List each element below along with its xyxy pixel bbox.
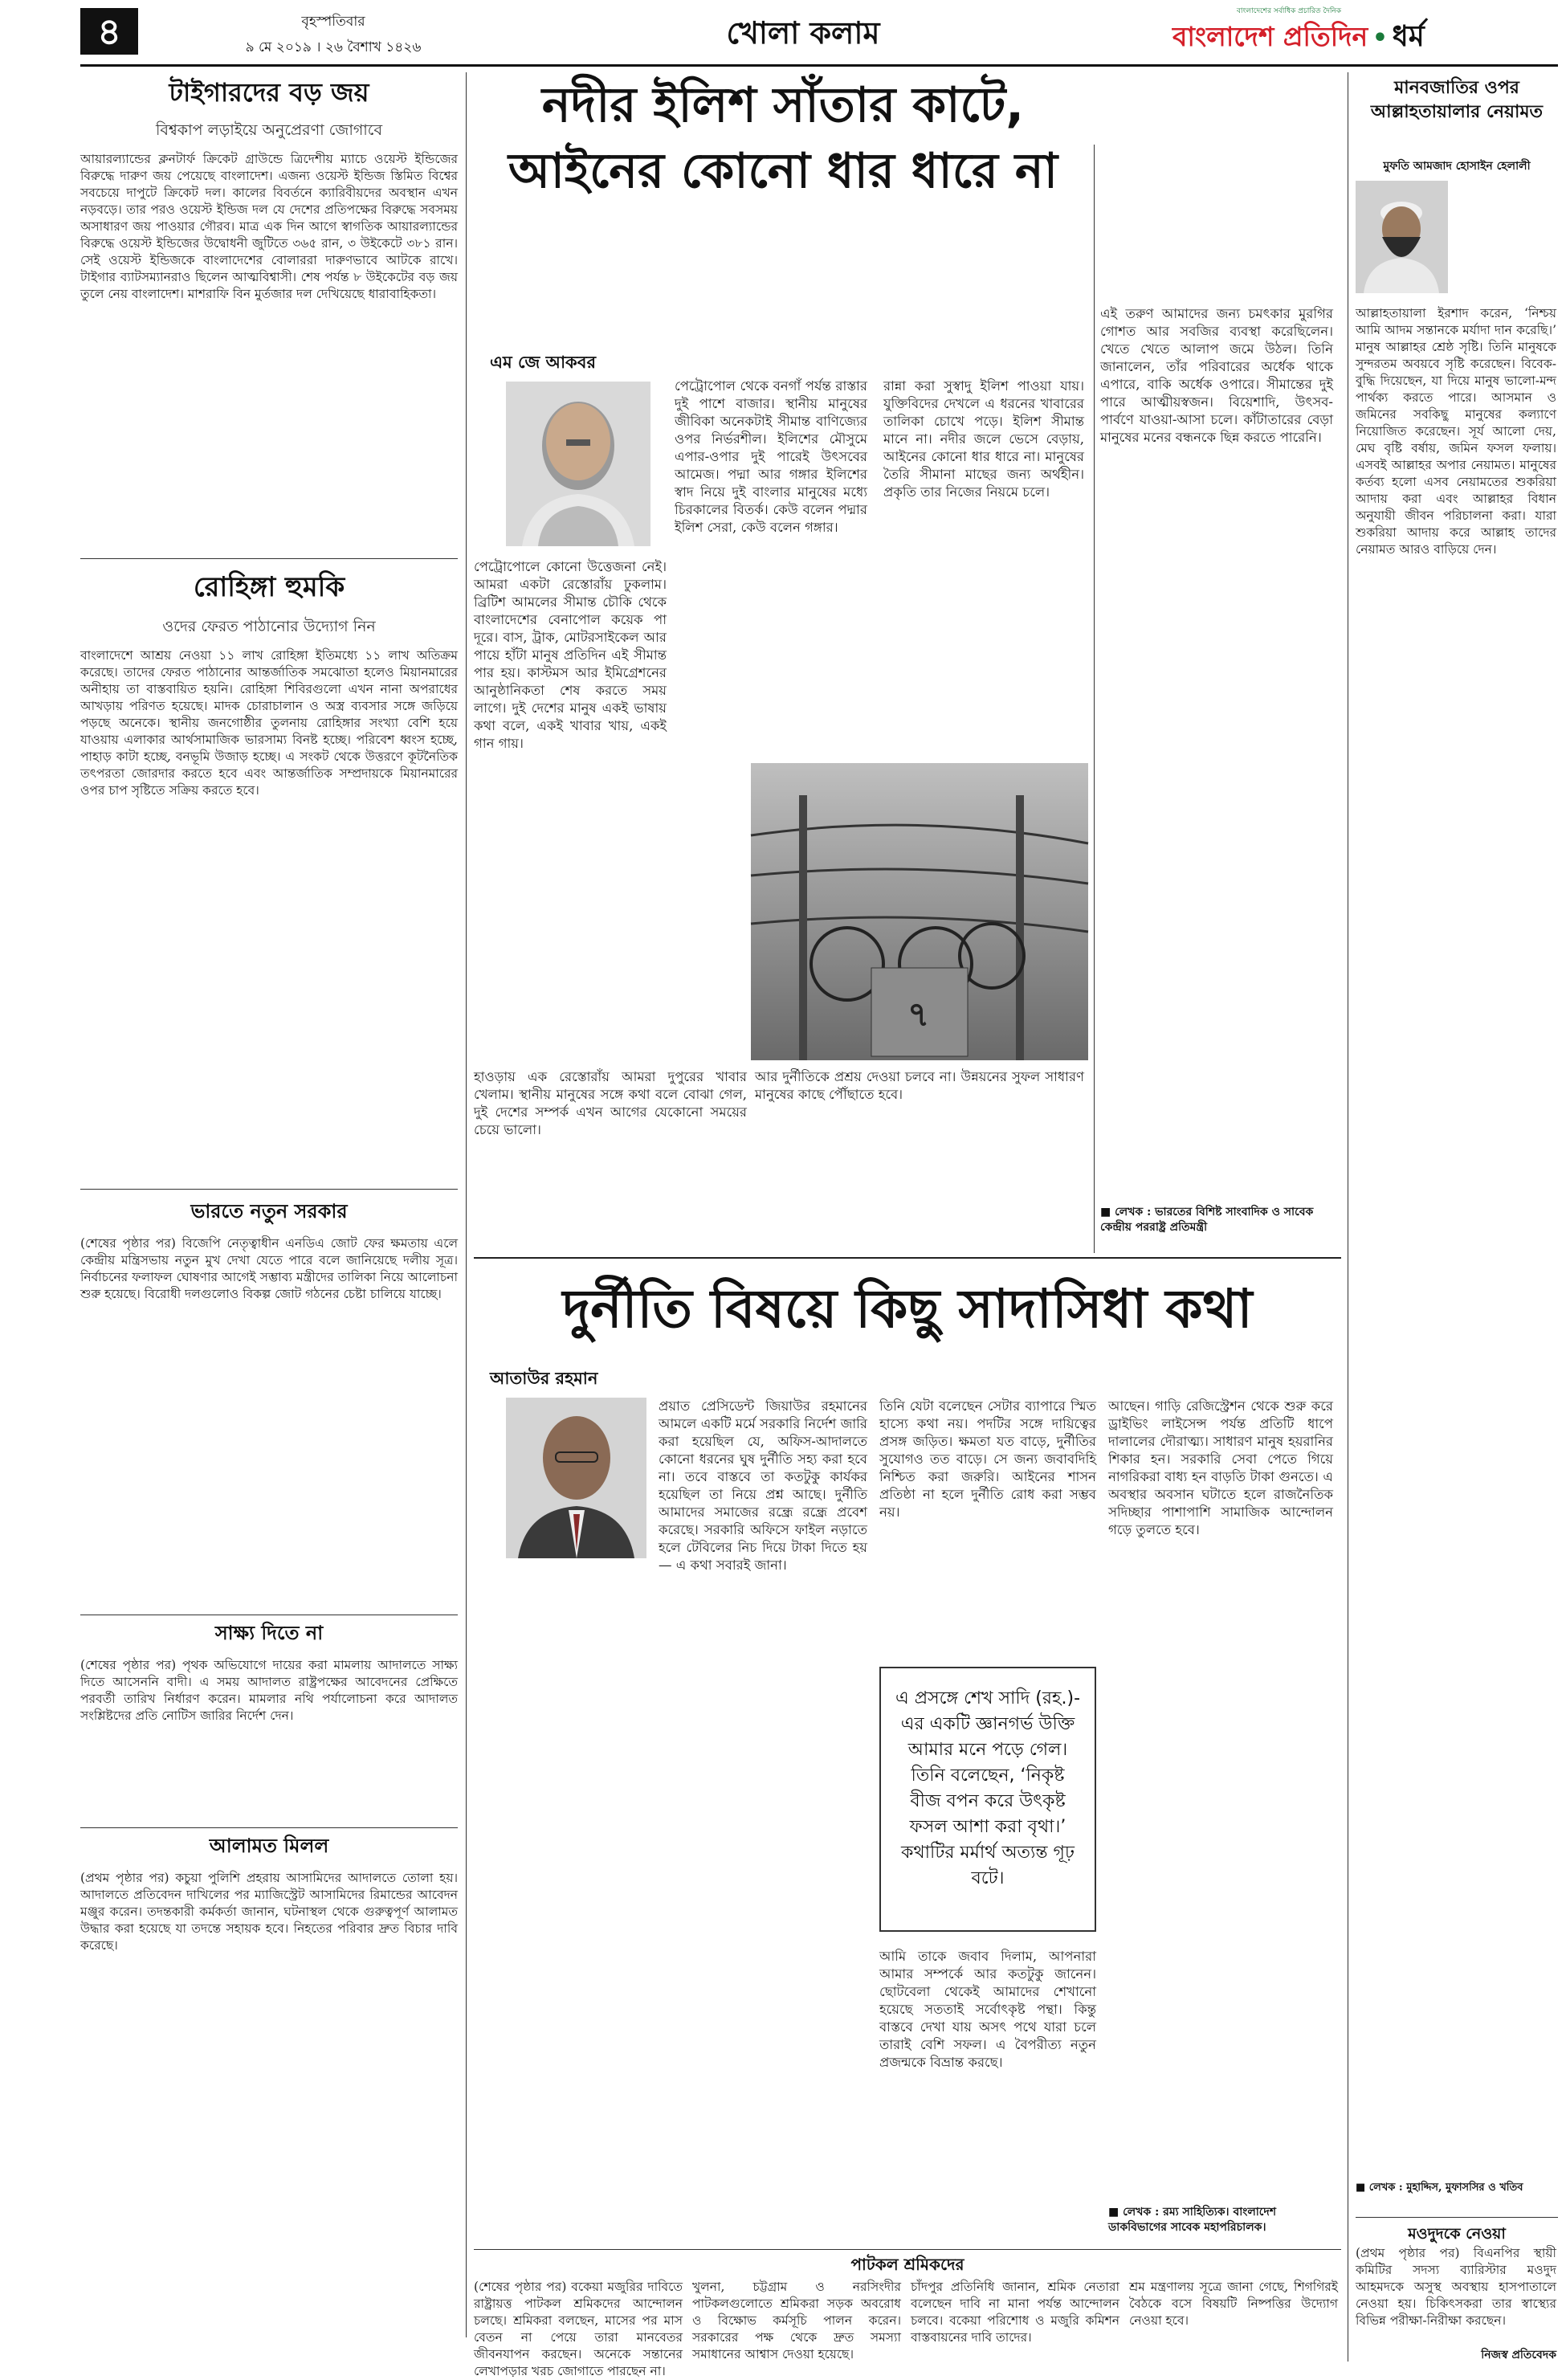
hilsa-footnote: ■ লেখক : ভারতের বিশিষ্ট সাংবাদিক ও সাবেক কেন্দ্রীয় পররাষ্ট্র প্রতিমন্ত্রী [1100,1206,1314,1234]
hilsa-article-cont [1100,305,1341,1253]
tigers-story [80,72,458,545]
religion-title: মানবজাতির ওপর আল্লাহতায়ালার নেয়ামত [1370,78,1544,122]
india-govt-story [80,1197,458,1613]
right-column [1356,76,1558,2366]
brand-name: বাংলাদেশ প্রতিদিন [1172,21,1368,52]
corruption-col1b [474,1574,650,2233]
corruption-article [474,1265,1341,2245]
story-title: সাক্ষ্য দিতে না [214,1622,324,1644]
right-bottom-body: (প্রথম পৃষ্ঠার পর) বিএনপির স্থায়ী কমিটির সদস্য ব্যারিস্টার মওদুদ আহমদকে অসুস্থ অবস্থায় হাসপাতালে নেওয়া হয়। চিকিৎসকরা তার স্বাস্থ্যের বিভিন্ন পরীক্ষা-নিরীক্ষা করছেন। [1356,2246,1556,2328]
story-body: (শেষের পৃষ্ঠার পর) বিজেপি নেতৃত্বাধীন এনডিএ জোট ফের ক্ষমতায় এলে কেন্দ্রীয় মন্ত্রিসভায় নতুন মুখ দেখা যেতে পারে বলে জানিয়েছে দলীয় সূত্র। নির্বাচনের ফলাফল ঘোষণার আগেই সম্ভাব্য মন্ত্রীদের তালিকা নিয়ে আলোচনা শুরু হয়েছে। বিরোধী দলগুলোও বিকল্প জোট গঠনের চেষ্টা চালিয়ে যাচ্ছে। [80,1236,458,1301]
right-bottom-title: মওদুদকে নেওয়া [1408,2225,1506,2243]
hilsa-col3: রান্না করা সুস্বাদু ইলিশ পাওয়া যায়। যুক্তিবিদের দেখলে এ ধরনের খাবারের তালিকা চোখে পড়ে। ইলিশ সীমান্ত মানে না। নদীর জলে ভেসে বেড়ায়, আইনের কোনো ধার ধারে না। মানুষের তৈরি সীমানা মাছের জন্য অর্থহীন। প্রকৃতি তার নিজের নিয়মে চলে। [883,378,1084,500]
corruption-col3: আমি তাকে জবাব দিলাম, আপনারা আমার সম্পর্কে আর কতটুকু জানেন। ছোটবেলা থেকেই আমাদের শেখানো হয়েছে সততাই সর্বোৎকৃষ্ট পন্থা। কিন্তু বাস্তবে দেখা যায় অসৎ পথে যারা চলে তারাই বেশি সফল। এ বৈপরীত্য নতুন প্রজন্মকে বিভ্রান্ত করছে। [879,1949,1096,2070]
masthead-rule [80,64,1558,67]
corruption-footnote: ■ লেখক : রম্য সাহিত্যিক। বাংলাদেশ ডাকবিভাগের সাবেক মহাপরিচালক। [1108,2206,1277,2234]
strip-col4: শ্রম মন্ত্রণালয় সূত্রে জানা গেছে, শিগগিরই বৈঠকে বসে বিষয়টি নিষ্পত্তির উদ্যোগ নেওয়া হবে। [1129,2280,1338,2328]
corruption-col2: তিনি যেটা বলেছেন সেটার ব্যাপারে স্মিত হাস্যে কথা নয়। পদটির সঙ্গে দায়িত্বের প্রসঙ্গ জড়িত। ক্ষমতা যত বাড়ে, দুর্নীতির সুযোগও তত বাড়ে। সে জন্য জবাবদিহি নিশ্চিত করা জরুরি। আইনের শাসন প্রতিষ্ঠা না হলে দুর্নীতি রোধ করা সম্ভব নয়। [879,1398,1096,1520]
story-subtitle: ওদের ফেরত পাঠানোর উদ্যোগ নিন [162,618,376,635]
rohingya-story [80,566,458,1194]
author-photo [506,1398,646,1558]
strip-title: পাটকল শ্রমিকদের [850,2255,964,2274]
religion-footnote: ■ লেখক : মুহাদ্দিস, মুফাসসির ও খতিব [1356,2182,1523,2194]
section-title: খোলা কলাম [726,15,880,51]
hilsa-col2: পেট্রোপোল থেকে বনগাঁ পর্যন্ত রাস্তার দুই পাশে বাজার। স্থানীয় মানুষের জীবিকা অনেকটাই সীমান্ত বাণিজ্যের ওপর নির্ভরশীল। ইলিশের মৌসুমে এপার-ওপার দুই পারেই উৎসবের আমেজ। পদ্মা আর গঙ্গার ইলিশের স্বাদ নিয়ে দুই বাংলার মানুষের মধ্যে চিরকালের বিতর্ক। কেউ বলেন পদ্মার ইলিশ সেরা, কেউ বলেন গঙ্গার। [675,378,867,535]
story-title: রোহিঙ্গা হুমকি [193,571,345,603]
photo-sign: ৭ [907,994,930,1034]
day-label: বৃহস্পতিবার [301,14,365,30]
story-title: ভারতে নতুন সরকার [190,1200,348,1223]
pullquote-text: এ প্রসঙ্গে শেখ সাদি (রহ.)-এর একটি জ্ঞানগর্ভ উক্তি আমার মনে পড়ে গেল। তিনি বলেছেন, ‘নিকৃষ্ট বীজ বপন করে উৎকৃষ্ট ফসল আশা করা বৃথা।’ কথাটির মর্মার্থ অত্যন্ত গূঢ় বটে। [895,1688,1081,1888]
border-fence-photo [751,763,1088,1060]
left-column-rule [466,72,467,2337]
evidence-story [80,1831,458,2320]
religion-body-top [1456,181,1556,293]
corruption-col4: আছেন। গাড়ি রেজিস্ট্রেশন থেকে শুরু করে ড্রাইভিং লাইসেন্স পর্যন্ত প্রতিটি ধাপে দালালের দৌরাত্ম্য। সাধারণ মানুষ হয়রানির শিকার হন। সরকারি সেবা পেতে গিয়ে নাগরিকরা বাধ্য হন বাড়তি টাকা গুনতে। এ অবস্থার অবসান ঘটাতে হলে রাজনৈতিক সদিচ্ছার পাশাপাশি সামাজিক আন্দোলন গড়ে তুলতে হবে। [1108,1398,1333,1537]
author-photo [506,382,650,546]
date-label: ৯ মে ২০১৯ । ২৬ বৈশাখ ১৪২৬ [245,39,422,55]
story-body: (শেষের পৃষ্ঠার পর) পৃথক অভিযোগে দায়ের করা মামলায় আদালতে সাক্ষ্য দিতে আসেননি বাদী। এ সময় আদালত রাষ্ট্রপক্ষের আবেদনের প্রেক্ষিতে পরবর্তী তারিখ নির্ধারণ করেন। মামলার নথি পর্যালোচনা করে আদালত সংশ্লিষ্টদের প্রতি নোটিস জারির নির্দেশ দেন। [80,1658,458,1723]
strip-col1: (শেষের পৃষ্ঠার পর) বকেয়া মজুরির দাবিতে রাষ্ট্রায়ত্ত পাটকল শ্রমিকদের আন্দোলন চলছে। শ্রমিকরা বলছেন, মাসের পর মাস বেতন না পেয়ে তারা মানবেতর জীবনযাপন করছেন। অনেকে সন্তানের লেখাপড়ার খরচ জোগাতে পারছেন না। [474,2280,683,2378]
left-column [80,72,458,2337]
masthead [0,0,1566,66]
story-body: বাংলাদেশে আশ্রয় নেওয়া ১১ লাখ রোহিঙ্গা ইতিমধ্যে ১১ লাখ অতিক্রম করেছে। তাদের ফেরত পাঠানোর আন্তর্জাতিক সমঝোতা হলেও মিয়ানমারের অনীহায় তা বাস্তবায়িত হয়নি। রোহিঙ্গা শিবিরগুলো এখন নানা অপরাধের আখড়ায় পরিণত হয়েছে। মাদক চোরাচালান ও অস্ত্র ব্যবসার সঙ্গে জড়িয়ে পড়ছে অনেকে। স্থানীয় জনগোষ্ঠীর তুলনায় রোহিঙ্গার সংখ্যা বেশি হয়ে যাওয়ায় এলাকার আর্থসামাজিক ভারসাম্য বিনষ্ট হচ্ছে। পরিবেশ ধ্বংস হচ্ছে, পাহাড় কাটা হচ্ছে, বনভূমি উজাড় হচ্ছে। এ সংকট থেকে উত্তরণে কূটনৈতিক তৎপরতা জোরদার করতে হবে এবং আন্তর্জাতিক সম্প্রদায়কে মিয়ানমারের ওপর চাপ সৃষ্টিতে সক্রিয় করতে হবে। [80,648,458,798]
brand-section: ধর্ম [1392,20,1425,53]
strip-col2: খুলনা, চট্টগ্রাম ও নরসিংদীর পাটকলগুলোতে শ্রমিকরা সড়ক অবরোধ ও বিক্ষোভ কর্মসূচি পালন করেন। সরকারের পক্ষ থেকে দ্রুত সমস্যা সমাধানের আশ্বাস দেওয়া হয়েছে। [692,2280,901,2362]
hilsa-col6: আর দুর্নীতিকে প্রশ্রয় দেওয়া চলবে না। উন্নয়নের সুফল সাধারণ মানুষের কাছে পৌঁছাতে হবে। [755,1069,1084,1102]
testimony-story [80,1619,458,1834]
story-divider [80,558,458,559]
page-number: ৪ [97,10,121,53]
hilsa-col1: পেট্রোপোলে কোনো উত্তেজনা নেই। আমরা একটা রেস্তোরাঁয় ঢুকলাম। ব্রিটিশ আমলের সীমান্ত চৌকি থেকে বাংলাদেশের বেনাপোল কয়েক পা দূরে। বাস, ট্রাক, মোটরসাইকেল আর পায়ে হাঁটা মানুষ প্রতিদিন এই সীমান্ত পার হয়। কাস্টমস আর ইমিগ্রেশনের আনুষ্ঠানিকতা শেষ করতে সময় লাগে। দুই দেশের মানুষ একই ভাষায় কথা বলে, একই খাবার খায়, একই গান গায়। [474,559,667,751]
right-bottom-sign: নিজস্ব প্রতিবেদক [1481,2349,1556,2362]
hilsa-headline: নদীর ইলিশ সাঁতার কাটে, আইনের কোনো ধার ধারে না [508,77,1058,199]
author-photo [1356,181,1448,293]
brand-logo [1172,14,1558,59]
right-divider [1356,2217,1558,2218]
hilsa-col4: এই তরুণ আমাদের জন্য চমৎকার মুরগির গোশত আর সবজির ব্যবস্থা করেছিলেন। খেতে খেতে আলাপ জমে উঠল। তিনি জানালেন, তাঁর পরিবারের অর্ধেক থাকে এপারে, বাকি অর্ধেক ওপারে। সীমান্তের দুই পারে আত্মীয়স্বজন। বিয়েশাদি, উৎসব-পার্বণে যাওয়া-আসা চলে। কাঁটাতারের বেড়া মানুষের মনের বন্ধনকে ছিন্ন করতে পারেনি। [1100,306,1333,445]
corruption-headline: দুর্নীতি বিষয়ে কিছু সাদাসিধা কথা [562,1278,1253,1340]
strip-col3: চাঁদপুর প্রতিনিধি জানান, শ্রমিক নেতারা বলেছেন দাবি না মানা পর্যন্ত আন্দোলন চলবে। বকেয়া পরিশোধ ও মজুরি কমিশন বাস্তবায়নের দাবি তাদের। [911,2280,1119,2345]
story-divider [80,1827,458,1828]
story-divider [80,1189,458,1190]
religion-body: আল্লাহতায়ালা ইরশাদ করেন, ‘নিশ্চয় আমি আদম সন্তানকে মর্যাদা দান করেছি।’ মানুষ আল্লাহর শ্রেষ্ঠ সৃষ্টি। তিনি মানুষকে সুন্দরতম অবয়বে সৃষ্টি করেছেন। বিবেক-বুদ্ধি দিয়েছেন, যা দিয়ে মানুষ ভালো-মন্দ পার্থক্য করতে পারে। আসমান ও জমিনের সবকিছু মানুষের কল্যাণে নিয়োজিত করেছেন। সূর্য আলো দেয়, মেঘ বৃষ্টি বর্ষায়, জমিন ফসল ফলায়। এসবই আল্লাহর অপার নেয়ামত। মানুষের কর্তব্য হলো এসব নেয়ামতের শুকরিয়া আদায় করা এবং আল্লাহর বিধান অনুযায়ী জীবন পরিচালনা করা। যারা শুকরিয়া আদায় করে আল্লাহ তাদের নেয়ামত আরও বাড়িয়ে দেন। [1356,306,1556,557]
hilsa-author: এম জে আকবর [490,352,596,372]
brand-bullet: • [1372,24,1388,52]
story-title: টাইগারদের বড় জয় [169,77,369,108]
corruption-col1: প্রয়াত প্রেসিডেন্ট জিয়াউর রহমানের আমলে একটি মর্মে সরকারি নির্দেশ জারি করা হয়েছিল যে, অফিস-আদালতে কোনো ধরনের ঘুষ দুর্নীতি সহ্য করা হবে না। তবে বাস্তবে তা কতটুকু কার্যকর হয়েছিল তা নিয়ে প্রশ্ন আছে। দুর্নীতি আমাদের সমাজের রন্ধ্রে রন্ধ্রে প্রবেশ করেছে। সরকারি অফিসে ফাইল নড়াতে হলে টেবিলের নিচ দিয়ে টাকা দিতে হয় — এ কথা সবারই জানা। [659,1398,867,1573]
story-body: (প্রথম পৃষ্ঠার পর) কচুয়া পুলিশি প্রহরায় আসামিদের আদালতে তোলা হয়। আদালতে প্রতিবেদন দাখিলের পর ম্যাজিস্ট্রেট আসামিদের রিমান্ডের আবেদন মঞ্জুর করেন। তদন্তকারী কর্মকর্তা জানান, ঘটনাস্থল থেকে গুরুত্বপূর্ণ আলামত উদ্ধার করা হয়েছে যা তদন্তে সহায়ক হবে। নিহতের পরিবার দ্রুত বিচার দাবি করেছে। [80,1871,458,1953]
pullquote [879,1667,1096,1932]
date-block [201,11,466,59]
story-body: আয়ারল্যান্ডের ক্লনটার্ফ ক্রিকেট গ্রাউন্ডে ত্রিদেশীয় ম্যাচে ওয়েস্ট ইন্ডিজের বিরুদ্ধে দারুণ জয় পেয়েছে বাংলাদেশ। এজন্য ওয়েস্ট ইন্ডিজ স্তিমিত বিশ্বের সবচেয়ে দাপুটে ক্রিকেট দল। কালের বিবর্তনে ক্যারিবীয়দের অবস্থান এখন নড়বড়ে। তার পরও ওয়েস্ট ইন্ডিজ দল যে দেশের প্রতিপক্ষের বিরুদ্ধে সবসময় অসাধারণ জয় পাওয়ার গৌরব। মাত্র এক দিন আগে স্বাগতিক আয়ারল্যান্ডের বিরুদ্ধে ওয়েস্ট ইন্ডিজের উদ্বোধনী জুটিতে ৩৬৫ রান, ৩ উইকেটে ৩৮১ রান। সেই ওয়েস্ট ইন্ডিজকে বাংলাদেশের বোলাররা দারুণভাবে আটকে রাখে। টাইগার ব্যাটসম্যানরাও ছিলেন আত্মবিশ্বাসী। শেষ পর্যন্ত ৮ উইকেটের বড় জয় তুলে নেয় বাংলাদেশ। মাশরাফি বিন মুর্তজার দল দেখিয়েছে ধারাবাহিকতা। [80,152,458,301]
hilsa-article [474,72,1092,1253]
article-divider [474,1257,1341,1259]
page-number-box [80,8,138,55]
bottom-strip-rule [474,2249,1341,2250]
hilsa-col5: হাওড়ায় এক রেস্তোরাঁয় আমরা দুপুরের খাবার খেলাম। স্থানীয় মানুষের সঙ্গে কথা বলে বোঝা গেল, দুই দেশের সম্পর্ক এখন আগের যেকোনো সময়ের চেয়ে ভালো। [474,1069,747,1137]
bottom-strip [474,2253,1341,2378]
religion-author: মুফতি আমজাদ হোসাইন হেলালী [1383,160,1531,173]
center-rule [1094,145,1095,1253]
brand-tagline: বাংলাদেশের সর্বাধিক প্রচারিত দৈনিক [1236,7,1342,15]
story-subtitle: বিশ্বকাপ লড়াইয়ে অনুপ্রেরণা জোগাবে [155,121,383,139]
corruption-author: আতাউর রহমান [490,1368,598,1388]
story-title: আলামত মিলল [209,1835,329,1857]
